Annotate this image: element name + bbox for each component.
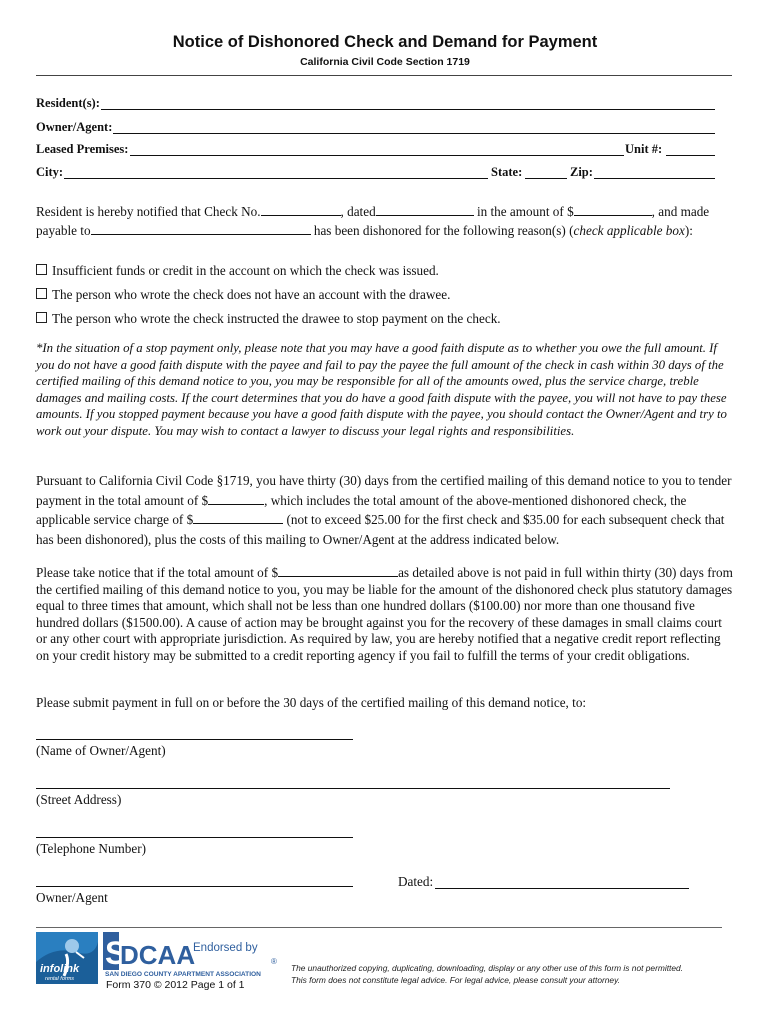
street-address-line[interactable] [36, 788, 670, 789]
unit-label-wrap [625, 142, 662, 158]
payable-to-field[interactable] [91, 221, 311, 235]
reason-stop-payment [36, 311, 501, 327]
copyright-note: The unauthorized copying, duplicating, downloading, display or any other use of this form is not permitted. [291, 963, 683, 973]
reason-label-3: The person who wrote the check instructed the drawee to stop payment on the check. [52, 311, 501, 326]
take-notice-text-a: Please take notice that if the total amount of $ [36, 565, 279, 580]
notice-paragraph [36, 202, 734, 240]
page-title: Notice of Dishonored Check and Demand for Payment [172, 33, 598, 51]
notice-text-g: check applicable box [573, 223, 685, 238]
service-charge-field[interactable] [193, 510, 283, 524]
submit-instruction: Please submit payment in full on or before the 30 days of the certified mailing of this demand notice, to: [36, 695, 587, 710]
leased-premises-row [36, 142, 128, 158]
reason-insufficient-funds [36, 263, 439, 279]
state-label-wrap [491, 165, 522, 181]
footer-divider [36, 927, 722, 928]
pursuant-text-c: (not to exceed $25.00 for the first check and $35.00 for each subsequent check that has been dishonored), plus the costs of this mailing to Owner/Agent at the address indicated below. [36, 512, 725, 547]
footer-notice [291, 962, 731, 986]
reason-checkbox-3[interactable] [36, 312, 47, 323]
sdcaa-logo [103, 932, 283, 978]
state-label: State: [491, 165, 523, 179]
dated-field[interactable] [435, 874, 689, 889]
notice-text-b: , dated [340, 204, 376, 219]
svg-text:Endorsed by: Endorsed by [193, 942, 258, 954]
pursuant-paragraph [36, 471, 734, 549]
state-field[interactable] [525, 165, 567, 179]
sdcaa-logo-graphic [103, 932, 283, 978]
owner-agent-name-line[interactable] [36, 739, 353, 740]
city-label: City: [36, 165, 64, 179]
residents-field[interactable] [101, 96, 715, 110]
city-field[interactable] [64, 165, 488, 179]
svg-text:infolink: infolink [40, 963, 80, 975]
notice-text-a: Resident is hereby notified that Check No. [36, 204, 261, 219]
residents-label: Resident(s): [36, 96, 100, 110]
check-number-field[interactable] [261, 202, 341, 216]
reason-no-account [36, 287, 450, 303]
dated-label: Dated: [398, 874, 434, 889]
reason-label-2: The person who wrote the check does not have an account with the drawee. [52, 287, 451, 302]
legal-note: This form does not constitute legal advice. For legal advice, please consult your attorney. [291, 975, 620, 985]
notice-text-f: has been dishonored for the following reason(s) ( [310, 223, 574, 238]
street-address-label: (Street Address) [36, 792, 122, 807]
notice-text-h: ): [684, 223, 693, 238]
svg-text:SAN DIEGO COUNTY APARTMENT ASS: SAN DIEGO COUNTY APARTMENT ASSOCIATION [105, 971, 261, 978]
leased-premises-label: Leased Premises: [36, 142, 129, 156]
infolink-logo [36, 932, 98, 984]
owner-agent-label: Owner/Agent: [36, 120, 113, 134]
unit-field[interactable] [666, 142, 715, 156]
reason-checkbox-1[interactable] [36, 264, 47, 275]
owner-agent-signature-label: Owner/Agent [36, 890, 108, 905]
unit-label: Unit #: [625, 142, 663, 156]
total-amount-field-2[interactable] [278, 563, 398, 577]
header-divider [36, 75, 732, 76]
notice-text-d: , and made [651, 204, 710, 219]
svg-text:S: S [105, 935, 127, 971]
pursuant-text-b: , which includes the total amount of the above-mentioned dishonored check, the applicable service charge of $ [36, 492, 687, 527]
reason-checkbox-2[interactable] [36, 288, 47, 299]
take-notice-text-b: as detailed above is not paid in full within thirty (30) days from the certified mailing of this demand notice to you, you may be liable for the amount of the dishonored check plus statutory damages equal to three times that amount, which shall not be less than one hundred dollars ($100.00) nor more than one thousand five hundred dollars ($1500.00). A cause of action may be brought against you for the recovery of these damages in small claims court or any other court with appropriate jurisdiction. As required by law, you are hereby notified that a negative credit report reflecting on your credit history may be submitted to a credit reporting agency if you fail to fulfill the terms of your credit obligations. [36, 565, 733, 663]
pursuant-text-a: Pursuant to California Civil Code §1719, you have thirty (30) days from the certified mailing of this demand notice to you to tender payment in the total amount of $ [36, 473, 732, 508]
notice-text-e: payable to [36, 223, 91, 238]
owner-agent-row [36, 120, 112, 136]
zip-field[interactable] [594, 165, 715, 179]
telephone-line[interactable] [36, 837, 353, 838]
form-number: Form 370 © 2012 Page 1 of 1 [106, 979, 245, 991]
zip-label-wrap [570, 165, 593, 181]
zip-label: Zip: [570, 165, 593, 179]
telephone-label: (Telephone Number) [36, 841, 147, 856]
total-amount-field[interactable] [208, 491, 264, 505]
svg-text:rental forms: rental forms [45, 976, 75, 982]
residents-row [36, 96, 100, 112]
owner-agent-name-label: (Name of Owner/Agent) [36, 743, 166, 758]
leased-premises-field[interactable] [130, 142, 624, 156]
stop-payment-note: *In the situation of a stop payment only, please note that you may have a good faith dispute as to whether you owe the full amount. If you do not have a good faith dispute with the payee and fail to pay the payee the full amount of the check in cash within 30 days of the certified mailing of this demand notice to you, you may be responsible for all of the amounts owed, plus the service charge, treble damages and mailing costs. If the court determines that you do have a good faith dispute with the payee, you will not have to pay these amounts. If you stopped payment because you have a good faith dispute with the payee, you should contact the Owner/Agent and try to work out your dispute. You may wish to contact a lawyer to discuss your legal rights and responsibilities. [36, 341, 727, 438]
notice-text-c: in the amount of $ [473, 204, 574, 219]
svg-text:DCAA: DCAA [120, 940, 196, 970]
take-notice-paragraph [36, 563, 734, 665]
owner-agent-field[interactable] [113, 120, 715, 134]
check-date-field[interactable] [376, 202, 474, 216]
reason-label-1: Insufficient funds or credit in the account on which the check was issued. [52, 263, 439, 278]
page-subtitle: California Civil Code Section 1719 [300, 56, 470, 68]
check-amount-field[interactable] [574, 202, 652, 216]
infolink-logo-graphic [36, 932, 98, 984]
svg-text:®: ® [271, 957, 277, 966]
owner-agent-signature-line[interactable] [36, 886, 353, 887]
city-row [36, 165, 63, 181]
